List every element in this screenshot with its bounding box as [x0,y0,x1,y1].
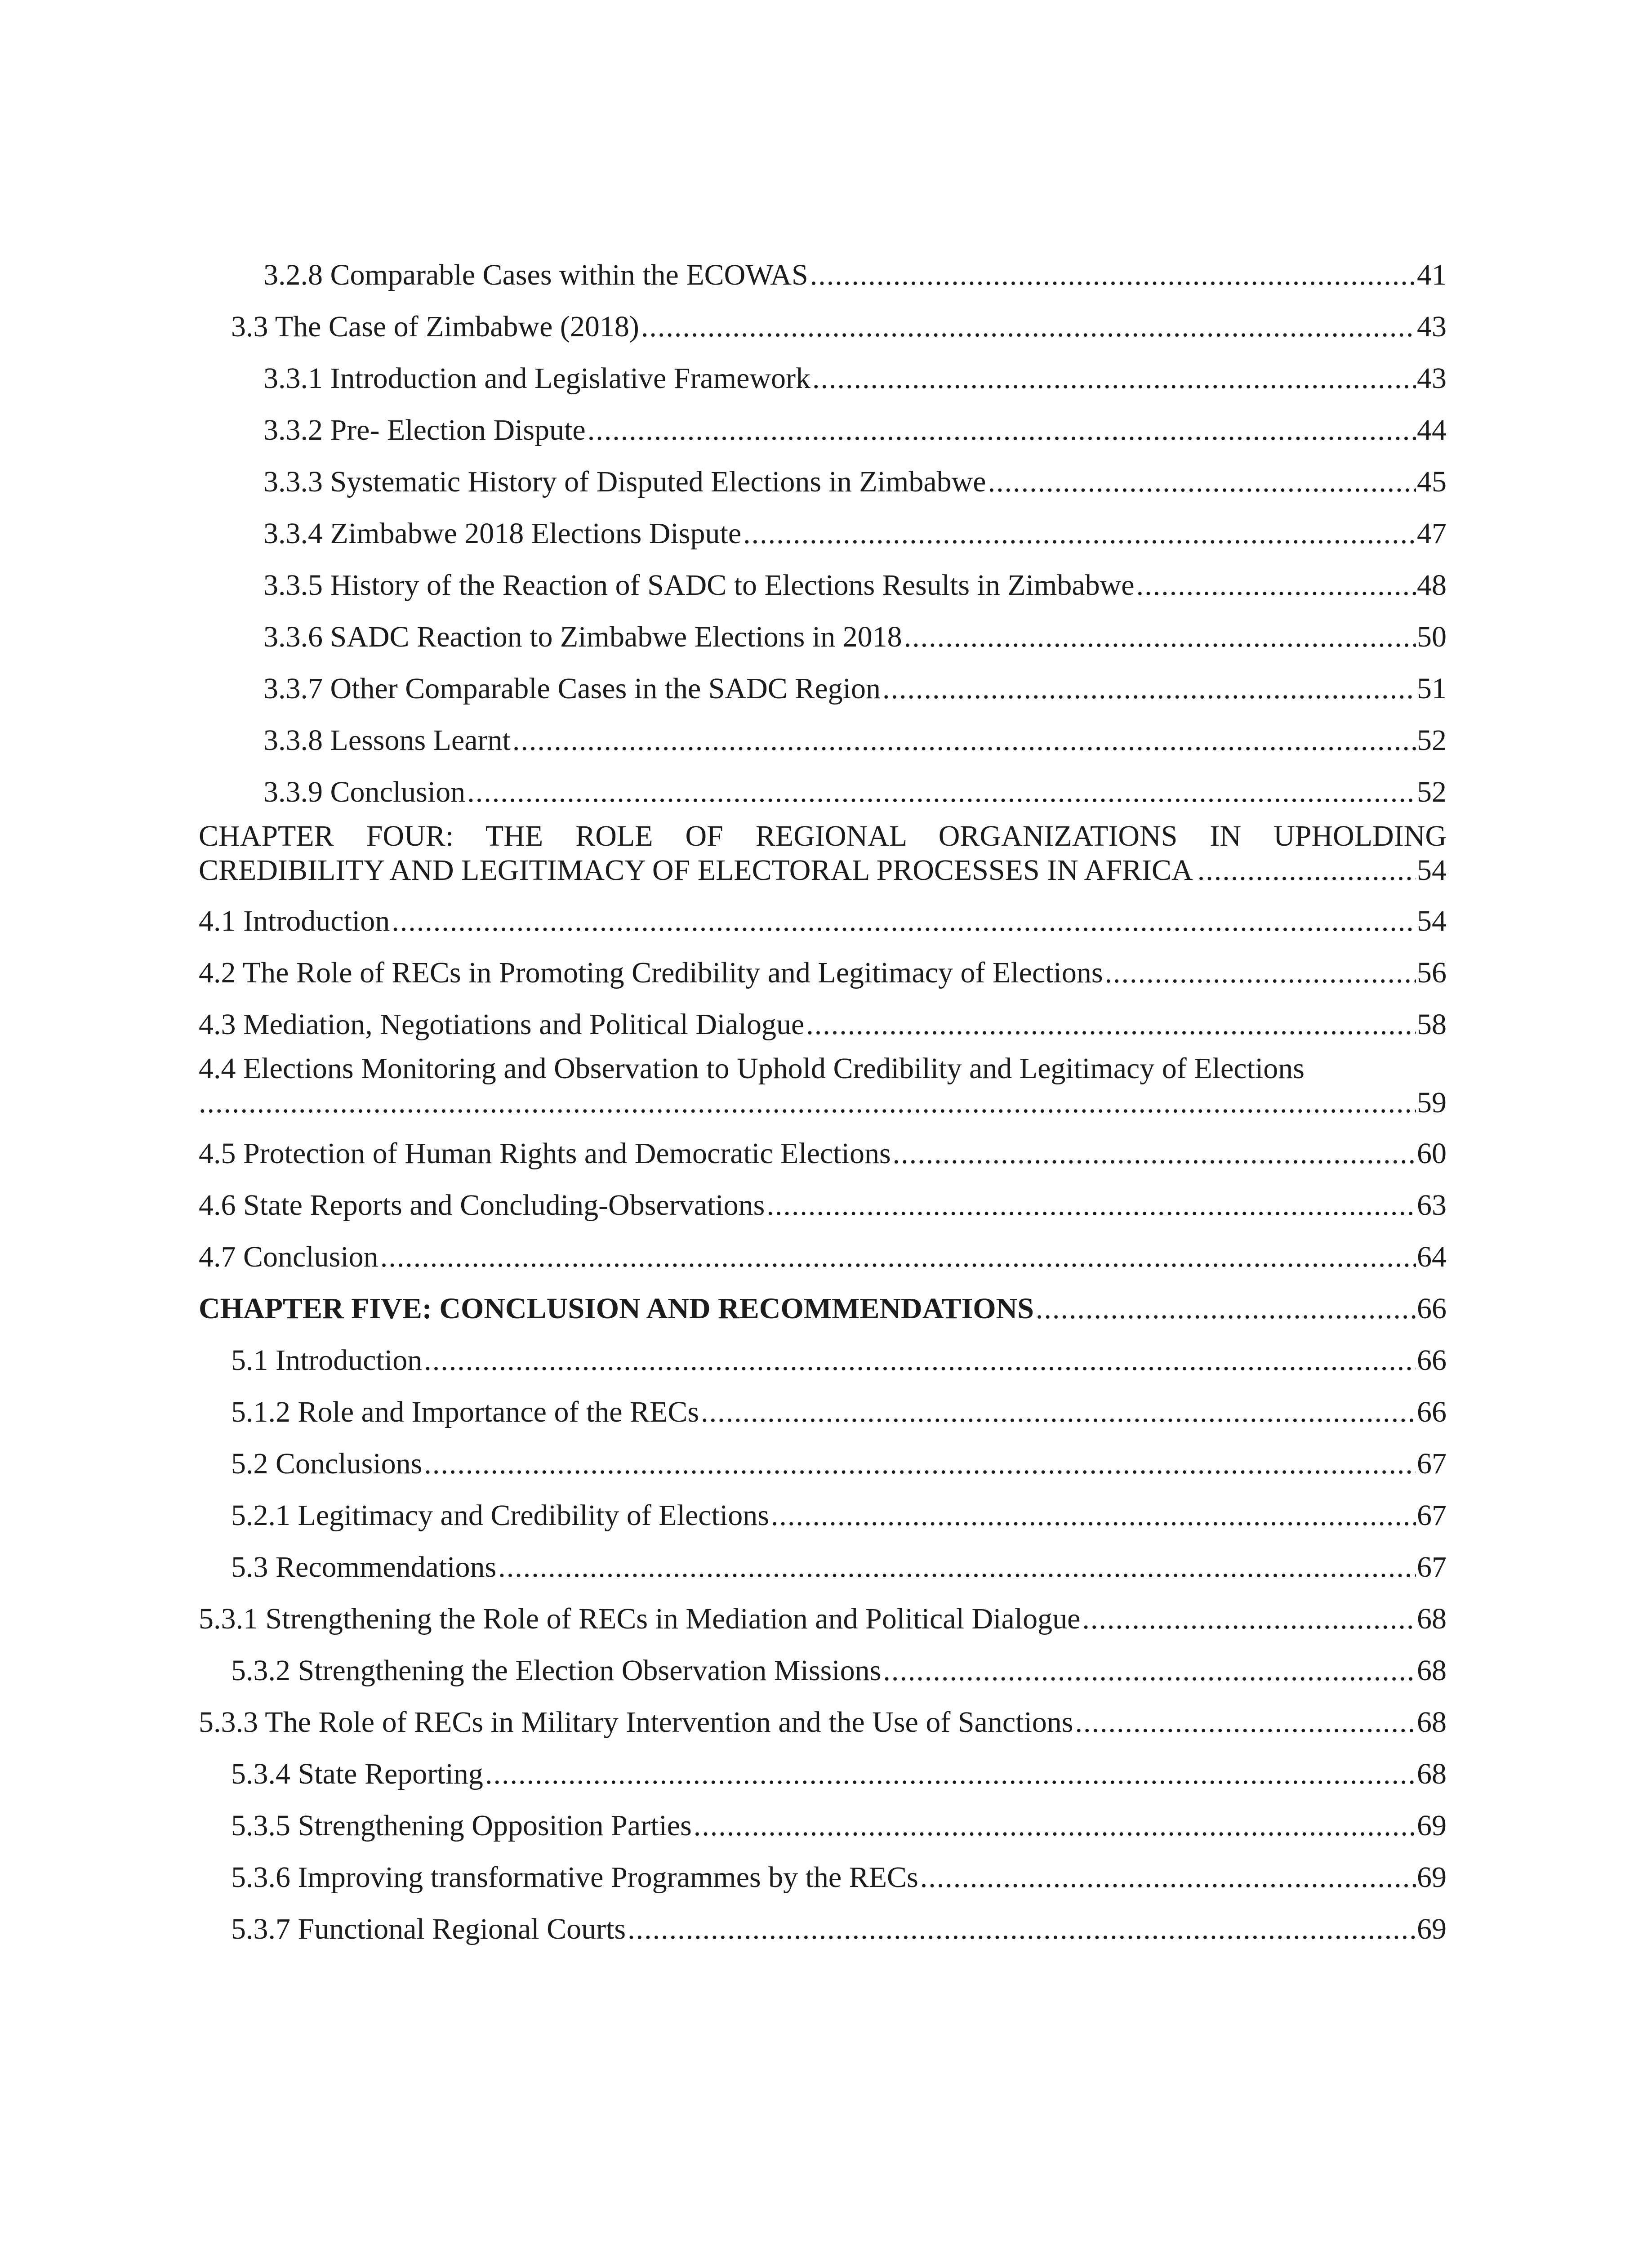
dot-leader [628,1904,1416,1954]
dot-leader [882,663,1416,714]
toc-entry-title: 5.3.4 State Reporting [231,1757,483,1790]
dot-leader [392,896,1416,946]
dot-leader [424,1438,1416,1489]
toc-entry-title: 5.1.2 Role and Importance of the RECs [231,1396,699,1428]
dot-leader [424,1335,1416,1386]
toc-entry[interactable] [199,405,1447,456]
toc-entry-page: 66 [1417,1292,1447,1325]
dot-leader [701,1387,1416,1437]
toc-entry-page: 69 [1417,1861,1447,1894]
toc-entry-page: 47 [1417,517,1447,550]
toc-entry[interactable] [199,1852,1447,1904]
toc-entry[interactable] [199,1593,1447,1645]
toc-entry[interactable] [199,1231,1447,1283]
toc-entry-title: 4.4 Elections Monitoring and Observation to Uphold Credibility and Legitimacy of Elections [199,1052,1305,1085]
toc-entry-page: 68 [1417,1757,1447,1790]
toc-entry-title: 4.5 Protection of Human Rights and Democratic Elections [199,1137,891,1170]
dot-leader [988,456,1416,507]
toc-entry-title: 5.2.1 Legitimacy and Credibility of Elections [231,1499,769,1532]
toc-entry-title: 5.3.1 Strengthening the Role of RECs in Mediation and Political Dialogue [199,1602,1081,1635]
toc-entry-page: 63 [1417,1189,1447,1222]
toc-entry[interactable] [199,508,1447,560]
dot-leader [1075,1697,1416,1748]
dot-leader [806,999,1416,1050]
dot-leader [512,715,1416,766]
toc-entry[interactable] [199,301,1447,353]
toc-entry[interactable] [199,896,1447,947]
toc-entry[interactable] [199,353,1447,405]
dot-leader [485,1748,1416,1799]
toc-entry-page: 68 [1417,1602,1447,1635]
toc-entry-title: CHAPTER FIVE: CONCLUSION AND RECOMMENDATIONS [199,1292,1034,1325]
toc-entry[interactable] [199,1542,1447,1593]
dot-leader [812,353,1416,404]
dot-leader [904,611,1416,662]
toc-entry-title: 3.3.8 Lessons Learnt [263,724,511,757]
toc-entry-title: 5.3.7 Functional Regional Courts [231,1913,626,1945]
toc-entry-page: 54 [1417,854,1447,887]
dot-leader [810,250,1416,300]
toc-entry-page: 52 [1417,776,1447,808]
dot-leader [766,1180,1416,1231]
toc-entry-title: 5.2 Conclusions [231,1447,423,1480]
dot-leader [1198,853,1416,888]
toc-entry-line2 [199,1086,1447,1120]
toc-entry-page: 50 [1417,620,1447,653]
dot-leader [1105,947,1416,998]
toc-entry-page: 58 [1417,1008,1447,1041]
toc-entry-title-line2: CREDIBILITY AND LEGITIMACY OF ELECTORAL PROCESSES IN AFRICA [199,854,1193,887]
toc-entry[interactable] [199,767,1447,818]
toc-entry[interactable] [199,1800,1447,1852]
dot-leader [1036,1283,1416,1334]
toc-entry-title: 5.3 Recommendations [231,1551,497,1583]
table-of-contents [199,250,1447,1955]
toc-entry-title: 4.2 The Role of RECs in Promoting Credibility and Legitimacy of Elections [199,956,1103,989]
dot-leader [498,1542,1416,1592]
dot-leader [893,1128,1416,1179]
toc-entry-page: 66 [1417,1344,1447,1377]
dot-leader [920,1852,1416,1903]
toc-entry-page: 69 [1417,1913,1447,1945]
toc-entry-title: 4.7 Conclusion [199,1240,378,1273]
toc-entry-title: 3.3.9 Conclusion [263,776,466,808]
dot-leader [467,767,1416,817]
toc-entry[interactable] [199,1438,1447,1490]
toc-entry[interactable] [199,1904,1447,1955]
toc-entry-page: 51 [1417,672,1447,705]
dot-leader [199,1086,1416,1120]
toc-entry-page: 68 [1417,1706,1447,1739]
dot-leader [380,1231,1416,1282]
toc-entry-title: 4.1 Introduction [199,905,390,937]
toc-entry[interactable] [199,1748,1447,1800]
toc-entry-title: 3.3.3 Systematic History of Disputed Elections in Zimbabwe [263,465,986,498]
toc-entry-title: 3.3.5 History of the Reaction of SADC to Elections Results in Zimbabwe [263,569,1135,602]
dot-leader [694,1800,1416,1851]
toc-entry[interactable] [199,1697,1447,1748]
toc-entry-page: 43 [1417,362,1447,395]
toc-entry[interactable] [199,1490,1447,1542]
toc-entry-chapter-four[interactable] [199,818,1447,896]
toc-entry-title: 3.3.7 Other Comparable Cases in the SADC Region [263,672,881,705]
toc-entry[interactable] [199,250,1447,301]
toc-entry[interactable] [199,456,1447,508]
dot-leader [771,1490,1416,1541]
toc-entry-page: 44 [1417,414,1447,446]
toc-entry-page: 48 [1417,569,1447,602]
toc-entry[interactable] [199,1387,1447,1438]
toc-entry[interactable] [199,611,1447,663]
toc-entry-title: 5.3.6 Improving transformative Programmes by the RECs [231,1861,918,1894]
toc-entry-title: 3.3.6 SADC Reaction to Zimbabwe Elections in 2018 [263,620,902,653]
toc-entry-title-line1: CHAPTER FOUR: THE ROLE OF REGIONAL ORGANIZATIONS IN UPHOLDING [199,820,1447,852]
dot-leader [1082,1593,1416,1644]
toc-entry-page: 43 [1417,310,1447,343]
dot-leader [743,508,1416,559]
toc-entry-title: 5.3.5 Strengthening Opposition Parties [231,1809,692,1842]
toc-entry-page: 56 [1417,956,1447,989]
toc-entry-page: 54 [1417,905,1447,937]
toc-entry-page: 59 [1417,1086,1447,1119]
toc-entry-page: 60 [1417,1137,1447,1170]
toc-entry[interactable] [199,715,1447,767]
toc-entry-title: 3.3 The Case of Zimbabwe (2018) [231,310,639,343]
dot-leader [1136,560,1416,611]
toc-entry[interactable] [199,999,1447,1051]
toc-entry[interactable] [199,1335,1447,1387]
toc-entry-title: 4.3 Mediation, Negotiations and Political Dialogue [199,1008,805,1041]
toc-entry[interactable] [199,560,1447,611]
toc-entry-line2 [199,853,1447,888]
toc-entry-page: 66 [1417,1396,1447,1428]
toc-entry-title: 5.1 Introduction [231,1344,423,1377]
toc-entry-title: 3.3.4 Zimbabwe 2018 Elections Dispute [263,517,742,550]
dot-leader [588,405,1416,455]
toc-entry-page: 45 [1417,465,1447,498]
toc-entry-title: 5.3.2 Strengthening the Election Observation Missions [231,1654,882,1687]
toc-entry-title: 3.3.2 Pre- Election Dispute [263,414,586,446]
toc-entry-page: 68 [1417,1654,1447,1687]
toc-entry-page: 41 [1417,259,1447,291]
toc-entry-page: 67 [1417,1447,1447,1480]
toc-entry[interactable] [199,947,1447,999]
toc-entry-chapter-five[interactable] [199,1283,1447,1335]
toc-entry-page: 67 [1417,1551,1447,1583]
toc-entry-page: 69 [1417,1809,1447,1842]
toc-entry-title: 3.2.8 Comparable Cases within the ECOWAS [263,259,808,291]
toc-entry[interactable] [199,1180,1447,1231]
dot-leader [883,1645,1416,1696]
toc-entry-page: 64 [1417,1240,1447,1273]
toc-entry[interactable] [199,1128,1447,1180]
toc-entry-title: 5.3.3 The Role of RECs in Military Intervention and the Use of Sanctions [199,1706,1073,1739]
toc-entry-title: 4.6 State Reports and Concluding-Observations [199,1189,765,1222]
dot-leader [641,301,1416,352]
toc-entry[interactable] [199,1051,1447,1128]
toc-entry-page: 67 [1417,1499,1447,1532]
toc-entry[interactable] [199,1645,1447,1697]
toc-entry-title: 3.3.1 Introduction and Legislative Framework [263,362,811,395]
toc-entry[interactable] [199,663,1447,715]
toc-entry-page: 52 [1417,724,1447,757]
